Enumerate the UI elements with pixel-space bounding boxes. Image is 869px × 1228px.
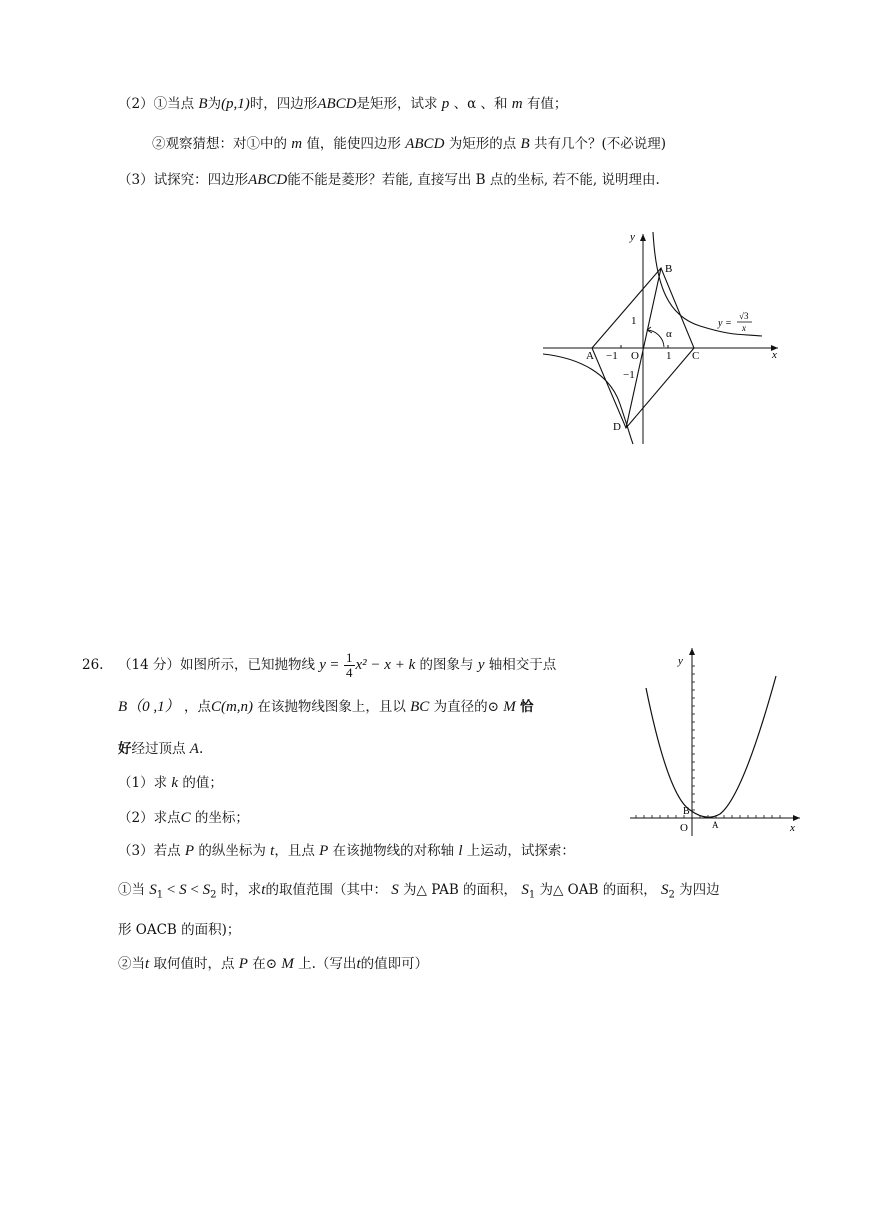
q25-figure (540, 226, 780, 446)
q26-condition2: ②当t 取何值时，点 P 在⊙ M 上.（写出t的值即可） (118, 956, 429, 972)
q25-label-1x: 1 (666, 350, 672, 362)
q25-curve-label-y: y = (718, 318, 732, 329)
q25-label-y: y (630, 231, 635, 243)
q25-part3-line: （3）试探究：四边形ABCD能不能是菱形？若能, 直接写出 B 点的坐标, 若不能, 说明理由. (118, 172, 660, 188)
q25-part2-line: （2）①当点 B为(p,1)时，四边形ABCD是矩形，试求 p 、α 、和 m 有值； (118, 96, 568, 112)
q26-sub3: （3）若点 P 的纵坐标为 t，且点 P 在该抛物线的对称轴 l 上运动，试探索： (118, 843, 575, 859)
q25-curve-label-den: x (742, 323, 746, 333)
q26-label-B: B (683, 806, 690, 817)
q26-label-O: O (680, 822, 688, 834)
q25-label-x: x (772, 349, 777, 361)
q26-label-y: y (678, 655, 683, 667)
q25-part2b-line: ②观察猜想：对①中的 m 值，能使四边形 ABCD 为矩形的点 B 共有几个？(不必说理) (152, 136, 667, 152)
q26-parabola (646, 676, 776, 817)
q26-condition1: ①当 $S_1 < S < S_2$ 时，求t的取值范围（其中： S 为△ PAB 的面积， $S_1$ 为△ OAB 的面积， $S_2$ 为四边 (118, 882, 720, 901)
q25-label-O: O (631, 350, 639, 362)
q26-label-A: A (712, 820, 719, 830)
q25-angle-arc (647, 330, 664, 347)
q25-label-C: C (692, 350, 700, 362)
q26-sub2: （2）求点C 的坐标； (118, 810, 249, 826)
q25-label-alpha: α (666, 328, 672, 340)
q25-label-neg1y: −1 (623, 369, 635, 381)
q25-label-D: D (613, 421, 621, 433)
q25-label-neg1x: −1 (606, 350, 618, 362)
q26-stem-line3: 好经过顶点 A. (118, 741, 204, 757)
q26-stem-line2: B（0 ,1） ，点C(m,n) 在该抛物线图象上，且以 BC 为直径的⊙ M 恰 (118, 699, 534, 715)
q26-stem-line1: 26. （14 分）如图所示，已知抛物线 y = $\frac{1}{4}$ x² − x + k 的图象与 y 轴相交于点 (82, 650, 557, 680)
q26-sub1: （1）求 k 的值； (118, 775, 223, 791)
q25-label-A: A (586, 350, 594, 362)
q25-curve-label-num: √3 (739, 311, 749, 321)
q26-label-x: x (790, 822, 795, 834)
q26-fraction: $\frac{1}{4}$ (346, 650, 353, 680)
q26-figure (628, 646, 803, 841)
q25-label-B: B (665, 263, 673, 275)
q26-condition1-cont: 形 OACB 的面积)； (118, 922, 241, 938)
q25-label-1y: 1 (631, 315, 637, 327)
